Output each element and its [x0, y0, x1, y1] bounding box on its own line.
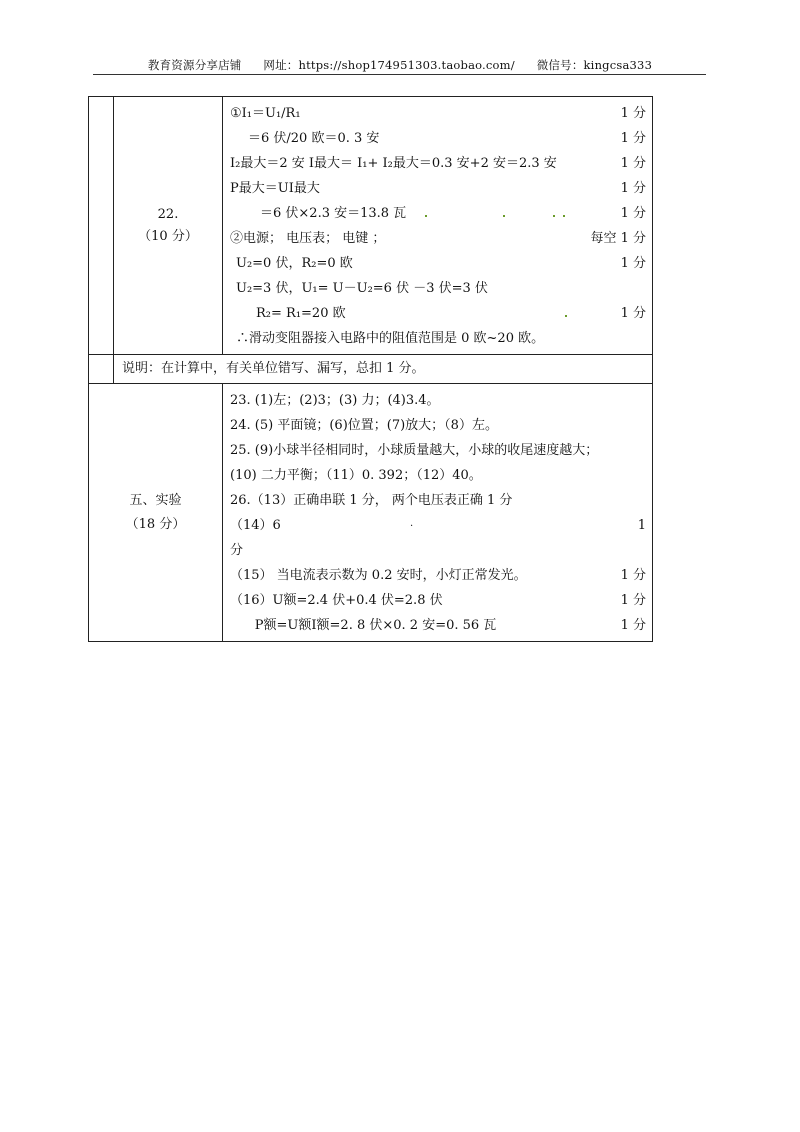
q22-line-text: ∴滑动变阻器接入电路中的阻值范围是 0 欧~20 欧。	[236, 331, 545, 346]
q22-line-2	[230, 126, 646, 151]
q22-line-7	[230, 251, 646, 276]
exp-line-6	[230, 513, 646, 538]
q22-line-10	[230, 326, 646, 351]
experiment-section-cell	[89, 384, 223, 642]
exp-line-text: （16）U额=2.4 伏+0.4 伏=2.8 伏	[230, 593, 443, 608]
score-label: 1 分	[620, 181, 646, 196]
exp-line-text: （14）6	[230, 518, 281, 533]
score-label: 1	[637, 518, 646, 533]
q22-line-text: ＝6 伏×2.3 安＝13.8 瓦	[260, 206, 407, 221]
q22-answer-cell	[223, 97, 653, 355]
exp-line-2	[230, 413, 646, 438]
exp-line-text: (10) 二力平衡；（11）0. 392；（12）40。	[230, 468, 482, 483]
q22-line-9	[230, 301, 646, 326]
score-label: 1 分	[620, 256, 646, 271]
exp-line-text: 分	[230, 543, 244, 558]
exp-line-8	[230, 563, 646, 588]
q22-line-text: ＝6 伏/20 欧＝0. 3 安	[248, 131, 380, 146]
exp-line-text: P额=U额I额=2. 8 伏×0. 2 安=0. 56 瓦	[230, 618, 497, 633]
experiment-row	[89, 384, 653, 642]
score-label: 1 分	[620, 106, 646, 121]
q22-line-text: ②电源； 电压表； 电键 ；	[230, 231, 386, 246]
scan-speck	[503, 215, 505, 217]
note-row	[89, 355, 653, 384]
exp-line-text: （15） 当电流表示数为 0.2 安时，小灯正常发光。	[230, 568, 527, 583]
q22-points: （10 分）	[138, 228, 198, 244]
unit-note: 说明：在计算中，有关单位错写、漏写，总扣 1 分。	[114, 355, 653, 384]
exp-line-5	[230, 488, 646, 513]
exp-line-10	[230, 613, 646, 638]
q22-line-5	[230, 201, 646, 226]
score-label: 1 分	[620, 131, 646, 146]
header-rule	[93, 74, 706, 75]
q22-line-text: ①I₁＝U₁/R₁	[230, 106, 301, 121]
score-label: 1 分	[620, 618, 646, 633]
shop-website: 网址：https://shop174951303.taobao.com/	[263, 58, 515, 72]
score-label: 每空 1 分	[590, 231, 646, 246]
score-label: 1 分	[620, 568, 646, 583]
answer-table	[88, 96, 653, 642]
scan-speck	[553, 215, 555, 217]
stray-mark: .	[410, 518, 414, 529]
q22-row	[89, 97, 653, 355]
scan-speck	[425, 215, 427, 217]
q22-line-3	[230, 151, 646, 176]
experiment-section-title: 五、实验	[129, 492, 182, 508]
q22-number-cell	[114, 97, 223, 355]
q22-line-8	[230, 276, 646, 301]
experiment-answer-cell	[223, 384, 653, 642]
exp-line-9	[230, 588, 646, 613]
exp-line-text: 24. (5) 平面镜；(6)位置；(7)放大；（8）左。	[230, 418, 498, 433]
score-label: 1 分	[620, 156, 646, 171]
exp-line-1	[230, 388, 646, 413]
q22-line-text: P最大＝UI最大	[230, 181, 320, 196]
score-label: 1 分	[620, 206, 646, 221]
exp-line-3	[230, 438, 646, 463]
q22-line-1	[230, 101, 646, 126]
shop-wechat: 微信号：kingcsa333	[536, 58, 653, 72]
q22-line-6	[230, 226, 646, 251]
shop-name: 教育资源分享店铺	[147, 58, 242, 72]
exp-line-text: 26.（13）正确串联 1 分， 两个电压表正确 1 分	[230, 493, 513, 508]
exp-line-4	[230, 463, 646, 488]
scan-speck	[563, 215, 565, 217]
q22-line-text: U₂=3 伏，U₁= U－U₂=6 伏 －3 伏=3 伏	[236, 281, 488, 296]
exp-line-7	[230, 538, 646, 563]
q22-number: 22.	[157, 206, 179, 222]
exp-line-text: 23. (1)左；(2)3；(3) 力；(4)3.4。	[230, 393, 440, 408]
q22-line-text: I₂最大＝2 安 I最大＝ I₁+ I₂最大＝0.3 安+2 安＝2.3 安	[230, 156, 557, 171]
score-label: 1 分	[620, 593, 646, 608]
q22-line-text: R₂= R₁=20 欧	[256, 306, 346, 321]
section-blank-cell	[89, 97, 114, 355]
experiment-section-points: （18 分）	[125, 516, 186, 532]
q22-line-4	[230, 176, 646, 201]
section-blank-cell	[89, 355, 114, 384]
scan-speck	[565, 315, 567, 317]
score-label: 1 分	[620, 306, 646, 321]
q22-line-text: U₂=0 伏，R₂=0 欧	[236, 256, 353, 271]
page-header	[0, 57, 800, 73]
exp-line-text: 25. (9)小球半径相同时，小球质量越大，小球的收尾速度越大；	[230, 443, 599, 458]
